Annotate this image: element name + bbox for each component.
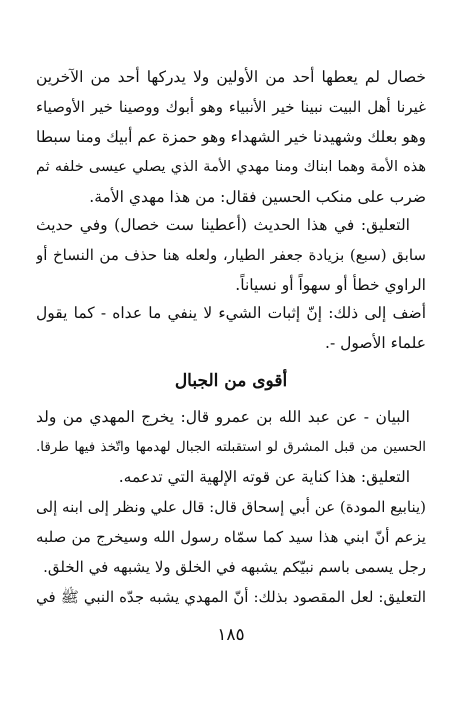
commentary-line-1: التعليق: في هذا الحديث (أعطينا ست خصال) وفي حديث [36,216,410,234]
source-line-2: يزعم أنّ ابني هذا سيد كما سمّاه رسول الله وسيخرج من صلبه [36,528,426,546]
paragraph-line-2: غيرنا أهل البيت نبينا خير الأنبياء وهو أبوك ووصينا خير الأوصياء [36,98,426,116]
commentary-line-3: الراوي خطأ أو سهواً أو نسياناً. [235,276,426,294]
source-line-1: (ينابيع المودة) عن أبي إسحاق قال: قال علي ونظر إلى ابنه إلى [36,498,426,516]
hadith-line-2: الحسين من قبل المشرق لو استقبلته الجبال لهدمها واتّخذ فيها طرقا. [36,439,426,455]
addition-line-1: أضف إلى ذلك: إنّ إثبات الشيء لا ينفي ما عداه - كما يقول [36,304,426,322]
hadith-line-1: البيان - عن عبد الله بن عمرو قال: يخرج المهدي من ولد [36,408,410,426]
commentary-line-4: التعليق: هذا كناية عن قوته الإلهية التي تدعمه. [118,468,410,486]
section-heading: أقوى من الجبال [174,371,288,391]
paragraph-line-4: هذه الأمة وهما ابناك ومنا مهدي الأمة الذي يصلي عيسى خلفه ثم [36,159,426,175]
addition-line-2: علماء الأصول -. [325,334,426,352]
paragraph-line-5: ضرب على منكب الحسين فقال: من هذا مهدي الأمة. [89,188,426,206]
page-number: ١٨٥ [217,625,245,645]
commentary-line-2: سابق (سبع) بزيادة جعفر الطيار، ولعله هنا حذف من النساخ أو [36,246,426,264]
source-line-3: رجل يسمى باسم نبيّكم يشبهه في الخلق ولا يشبهه في الخلق. [43,558,426,576]
commentary-line-5: التعليق: لعل المقصود بذلك: أنّ المهدي يشبه جدّه النبي ﷺ في [36,588,426,606]
paragraph-line-3: وهو بعلك وشهيدنا خير الشهداء وهو حمزة عم أبيك ومنا سبطا [36,128,426,146]
paragraph-line-1: خصال لم يعطها أحد من الأولين ولا يدركها أحد من الآخرين [36,68,426,86]
